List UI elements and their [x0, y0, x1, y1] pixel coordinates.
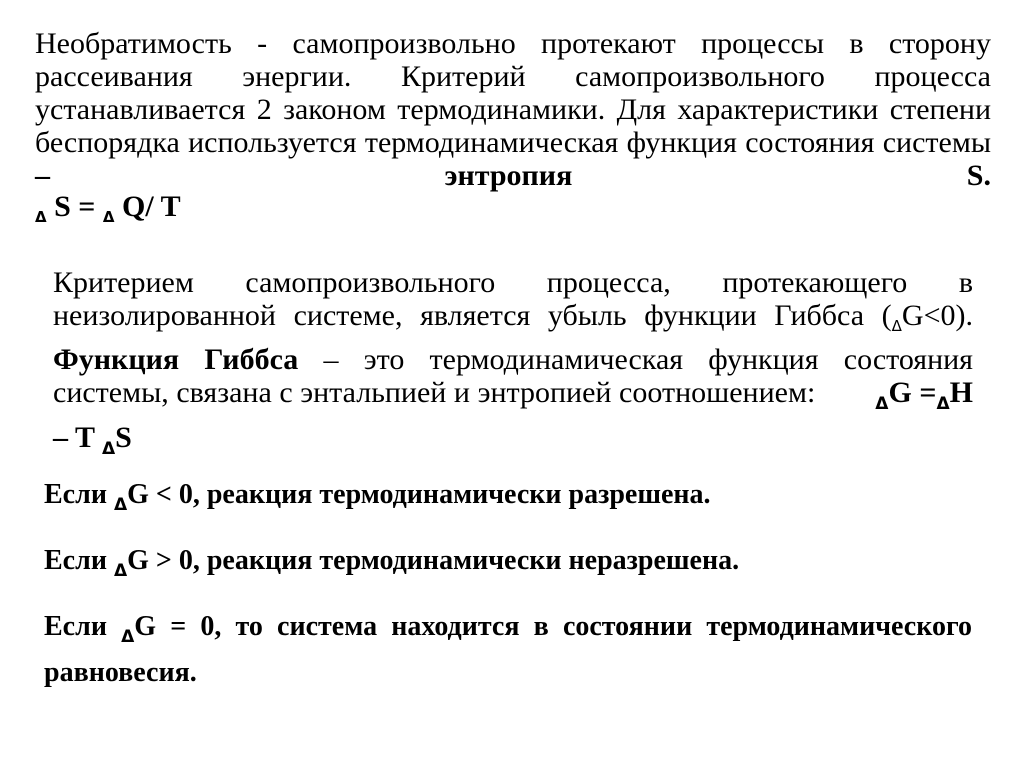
gibbs-formula-h: H – T	[53, 376, 973, 454]
entropy-term: энтропия S.	[444, 159, 991, 192]
gibbs-paragraph-text2: – это термодинамическая функция состояния системы, связана с энтальпией и энтропией соотношением:	[53, 343, 973, 409]
condition-positive	[44, 543, 972, 589]
delta-symbol: Δ	[113, 561, 128, 581]
gibbs-paragraph	[53, 266, 973, 466]
gibbs-term: Функция Гиббса	[53, 343, 299, 376]
condition-negative	[44, 477, 972, 523]
conditions-list	[44, 477, 972, 691]
gibbs-g-lt-zero: G<0).	[901, 299, 973, 332]
delta-symbol: Δ	[101, 439, 116, 459]
condition-prefix: Если	[44, 611, 122, 642]
delta-symbol: Δ	[35, 208, 47, 226]
condition-text: G > 0, реакция термодинамически неразрешена.	[127, 545, 740, 576]
gibbs-formula-s: S	[115, 421, 132, 454]
dash: –	[35, 159, 50, 192]
condition-text: G < 0, реакция термодинамически разрешена.	[127, 479, 711, 510]
delta-symbol: Δ	[102, 208, 115, 226]
entropy-paragraph-text: Необратимость - самопроизвольно протекают процессы в сторону рассеивания энергии. Критерий самопроизвольного процесса устанавливается 2 законом термодинамики. Для характеристики степени беспорядка используется термодинамическая функция состояния системы	[35, 27, 991, 159]
entropy-formula-q: Q/ T	[122, 190, 181, 223]
condition-zero	[44, 609, 972, 691]
delta-symbol: Δ	[891, 317, 902, 335]
condition-prefix: Если	[44, 545, 114, 576]
delta-symbol: Δ	[936, 394, 950, 414]
entropy-formula	[35, 190, 181, 234]
condition-prefix: Если	[44, 479, 114, 510]
delta-symbol: Δ	[113, 495, 128, 515]
entropy-paragraph	[35, 27, 991, 192]
gibbs-paragraph-text1: Критерием самопроизвольного процесса, протекающего в неизолированной системе, является убыль функции Гиббса (	[53, 266, 973, 332]
gibbs-formula-g: G =	[888, 376, 937, 409]
entropy-formula-s: S =	[54, 190, 96, 223]
delta-symbol: Δ	[121, 627, 135, 647]
condition-text: G = 0, то система находится в состоянии термодинамического равновесия.	[44, 611, 972, 688]
delta-symbol: Δ	[875, 394, 889, 414]
